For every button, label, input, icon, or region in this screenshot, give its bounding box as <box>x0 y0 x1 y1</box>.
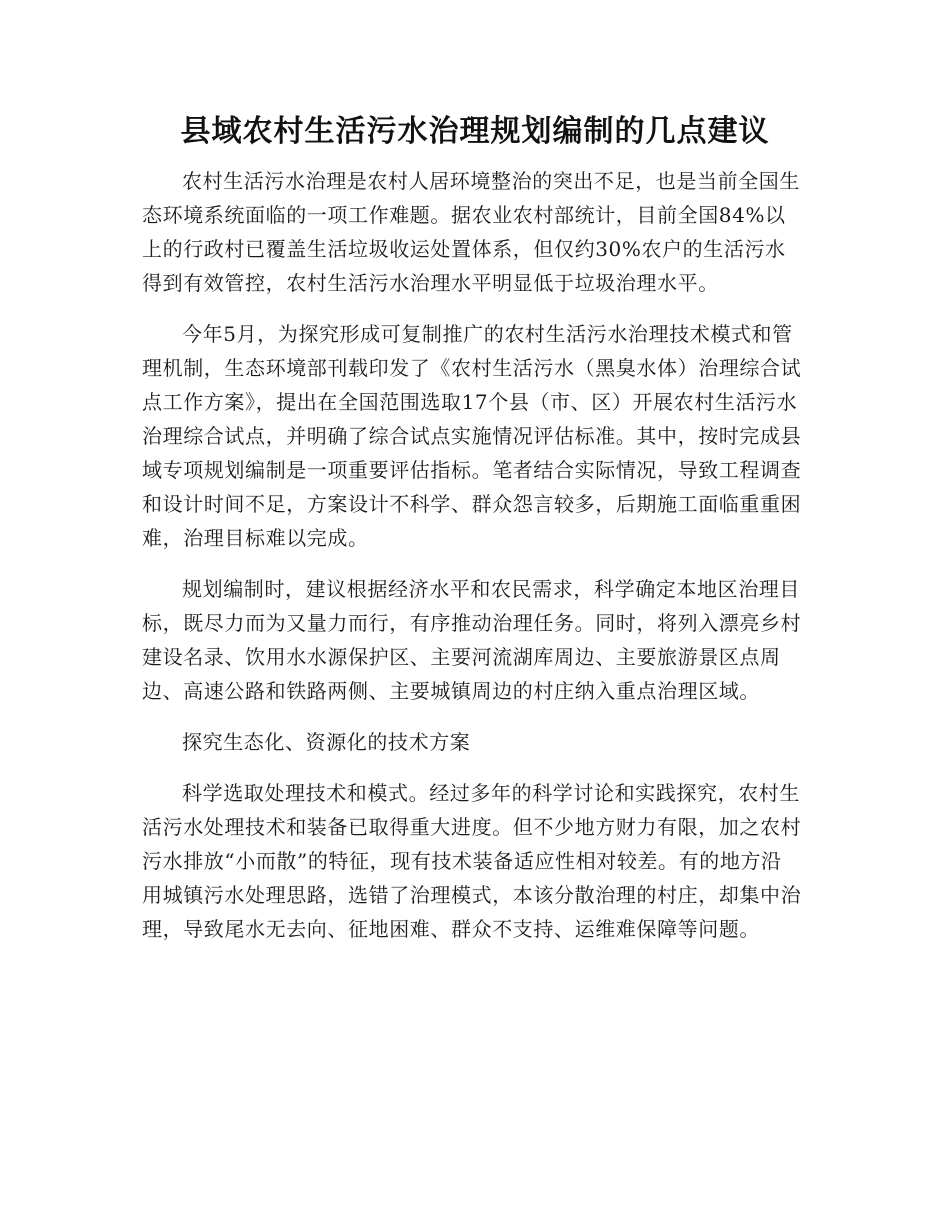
paragraph-planning-targets: 规划编制时，建议根据经济水平和农民需求，科学确定本地区治理目标，既尽力而为又量力而行，有序推动治理任务。同时，将列入漂亮乡村建设名录、饮用水水源保护区、主要河流湖库周边、主要旅游景区点周边、高速公路和铁路两侧、主要城镇周边的村庄纳入重点治理区域。 <box>142 577 802 703</box>
paragraph-technology-selection: 科学选取处理技术和模式。经过多年的科学讨论和实践探究，农村生活污水处理技术和装备已取得重大进度。但不少地方财力有限，加之农村污水排放“小而散”的特征，现有技术装备适应性相对较差。有的地方沿用城镇污水处理思路，选错了治理模式，本该分散治理的村庄，却集中治理，导致尾水无去向、征地困难、群众不支持、运维难保障等问题。 <box>142 781 802 941</box>
paragraph-pilot-program: 今年5月，为探究形成可复制推广的农村生活污水治理技术模式和管理机制，生态环境部刊载印发了《农村生活污水（黑臭水体）治理综合试点工作方案》，提出在全国范围选取17个县（市、区）开展农村生活污水治理综合试点，并明确了综合试点实施情况评估标准。其中，按时完成县域专项规划编制是一项重要评估指标。笔者结合实际情况，导致工程调查和设计时间不足，方案设计不科学、群众怨言较多，后期施工面临重重困难，治理目标难以完成。 <box>142 322 802 550</box>
section-heading: 探究生态化、资源化的技术方案 <box>182 730 471 754</box>
document-body <box>142 164 802 963</box>
document-title: 县域农村生活污水治理规划编制的几点建议 <box>180 114 770 149</box>
paragraph-intro: 农村生活污水治理是农村人居环境整治的突出不足，也是当前全国生态环境系统面临的一项工作难题。据农业农村部统计，目前全国84%以上的行政村已覆盖生活垃圾收运处置体系，但仅约30%农户的生活污水得到有效管控，农村生活污水治理水平明显低于垃圾治理水平。 <box>142 169 800 295</box>
